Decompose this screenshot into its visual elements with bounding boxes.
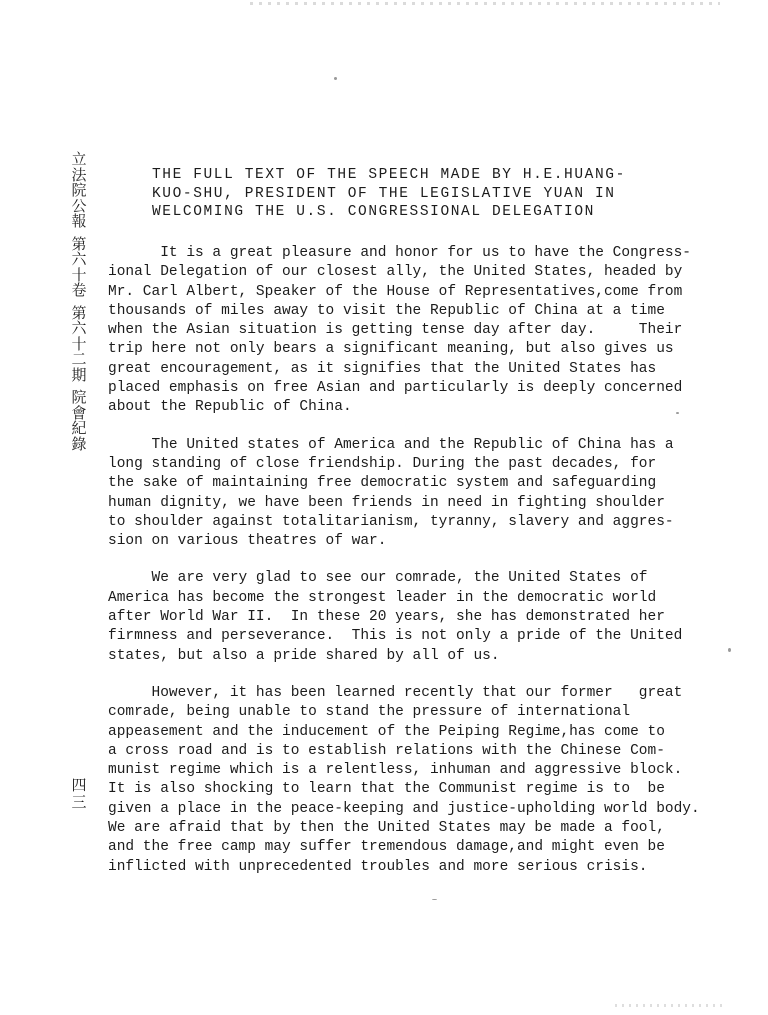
paragraph-line: thousands of miles away to visit the Republic of China at a time bbox=[108, 302, 665, 319]
margin-char: 十 bbox=[71, 265, 87, 284]
paragraph-line: to shoulder against totalitarianism, tyranny, slavery and aggres- bbox=[108, 513, 674, 530]
margin-publication-info bbox=[66, 152, 92, 452]
paragraph-line: human dignity, we have been friends in need in fighting shoulder bbox=[108, 494, 665, 511]
margin-char: 院 bbox=[71, 388, 87, 406]
paragraph-line: the sake of maintaining free democratic system and safeguarding bbox=[108, 475, 657, 492]
paragraph-line: a cross road and is to establish relations with the Chinese Com- bbox=[108, 742, 665, 759]
paragraph-line: great encouragement, as it signifies that the United States has bbox=[108, 360, 657, 377]
margin-char: 立 bbox=[71, 150, 87, 168]
margin-char: 十 bbox=[71, 334, 87, 353]
paragraph-line: comrade, being unable to stand the pressure of international bbox=[108, 704, 631, 721]
paragraph-line: inflicted with unprecedented troubles and more serious crisis. bbox=[108, 858, 648, 875]
paragraph-line: It is also shocking to learn that the Communist regime is to be bbox=[108, 781, 665, 798]
paragraph-line: We are afraid that by then the United States may be made a fool, bbox=[108, 820, 665, 837]
title-line: KUO-SHU, PRESIDENT OF THE LEGISLATIVE YUAN IN bbox=[152, 185, 616, 202]
paragraph-line: America has become the strongest leader in the democratic world bbox=[108, 589, 657, 606]
paragraph-line: ional Delegation of our closest ally, the United States, headed by bbox=[108, 264, 683, 281]
paragraph-line: munist regime which is a relentless, inhuman and aggressive block. bbox=[108, 762, 683, 779]
margin-char: 第 bbox=[71, 303, 87, 322]
margin-char: 期 bbox=[71, 365, 87, 384]
paragraph-line: states, but also a pride shared by all of us. bbox=[108, 647, 500, 664]
paragraph-line: The United states of America and the Republic of China has a bbox=[108, 436, 674, 453]
paragraph-line: long standing of close friendship. During the past decades, for bbox=[108, 455, 657, 472]
paragraph-line: after World War II. In these 20 years, she has demonstrated her bbox=[108, 609, 665, 626]
paragraph-line: about the Republic of China. bbox=[108, 399, 352, 416]
paragraph bbox=[108, 684, 698, 877]
margin-char: 卷 bbox=[71, 281, 87, 299]
paragraph-line: firmness and perseverance. This is not only a pride of the United bbox=[108, 628, 683, 645]
page-number-char: 四 bbox=[71, 776, 87, 794]
scan-noise-bottom bbox=[615, 1004, 725, 1007]
margin-char: 六 bbox=[71, 250, 87, 268]
title-line: WELCOMING THE U.S. CONGRESSIONAL DELEGATION bbox=[152, 204, 595, 220]
margin-char: 紀 bbox=[71, 419, 87, 437]
margin-char: 第 bbox=[71, 234, 87, 253]
paragraph bbox=[108, 244, 698, 418]
paragraph bbox=[108, 436, 698, 552]
paragraph-line: when the Asian situation is getting tense day after day. Their bbox=[108, 322, 683, 339]
paragraph-line: placed emphasis on free Asian and particularly is deeply concerned bbox=[108, 380, 683, 397]
margin-char: 法 bbox=[71, 165, 87, 184]
paragraph-line: appeasement and the inducement of the Peiping Regime,has come to bbox=[108, 723, 665, 740]
title-line: THE FULL TEXT OF THE SPEECH MADE BY H.E.HUANG- bbox=[152, 167, 626, 183]
margin-char: 六 bbox=[71, 319, 87, 337]
paragraph-line: However, it has been learned recently that our former great bbox=[108, 684, 683, 701]
paragraph bbox=[108, 569, 698, 665]
page-number-char: 三 bbox=[71, 793, 87, 811]
margin-char: 報 bbox=[71, 212, 87, 230]
paragraph-line: Mr. Carl Albert, Speaker of the House of Representatives,come from bbox=[108, 283, 683, 300]
scan-noise-top bbox=[250, 2, 720, 5]
scan-speck bbox=[432, 899, 437, 900]
paragraph-line: given a place in the peace-keeping and justice-upholding world body. bbox=[108, 800, 700, 817]
scan-speck bbox=[728, 648, 731, 652]
margin-char: 公 bbox=[71, 196, 87, 215]
paragraph-line: and the free camp may suffer tremendous damage,and might even be bbox=[108, 839, 665, 856]
document-title bbox=[152, 166, 712, 222]
scan-speck bbox=[334, 77, 337, 80]
margin-char: 會 bbox=[71, 403, 87, 422]
paragraph-line: trip here not only bears a significant meaning, but also gives us bbox=[108, 341, 674, 358]
speech-body bbox=[108, 244, 698, 895]
margin-char: 二 bbox=[71, 350, 87, 368]
paragraph-line: It is a great pleasure and honor for us to have the Congress- bbox=[108, 245, 691, 261]
margin-char: 錄 bbox=[71, 434, 87, 453]
page-number bbox=[66, 777, 92, 811]
margin-char: 院 bbox=[71, 181, 87, 199]
paragraph-line: sion on various theatres of war. bbox=[108, 533, 387, 550]
paragraph-line: We are very glad to see our comrade, the United States of bbox=[108, 570, 648, 587]
